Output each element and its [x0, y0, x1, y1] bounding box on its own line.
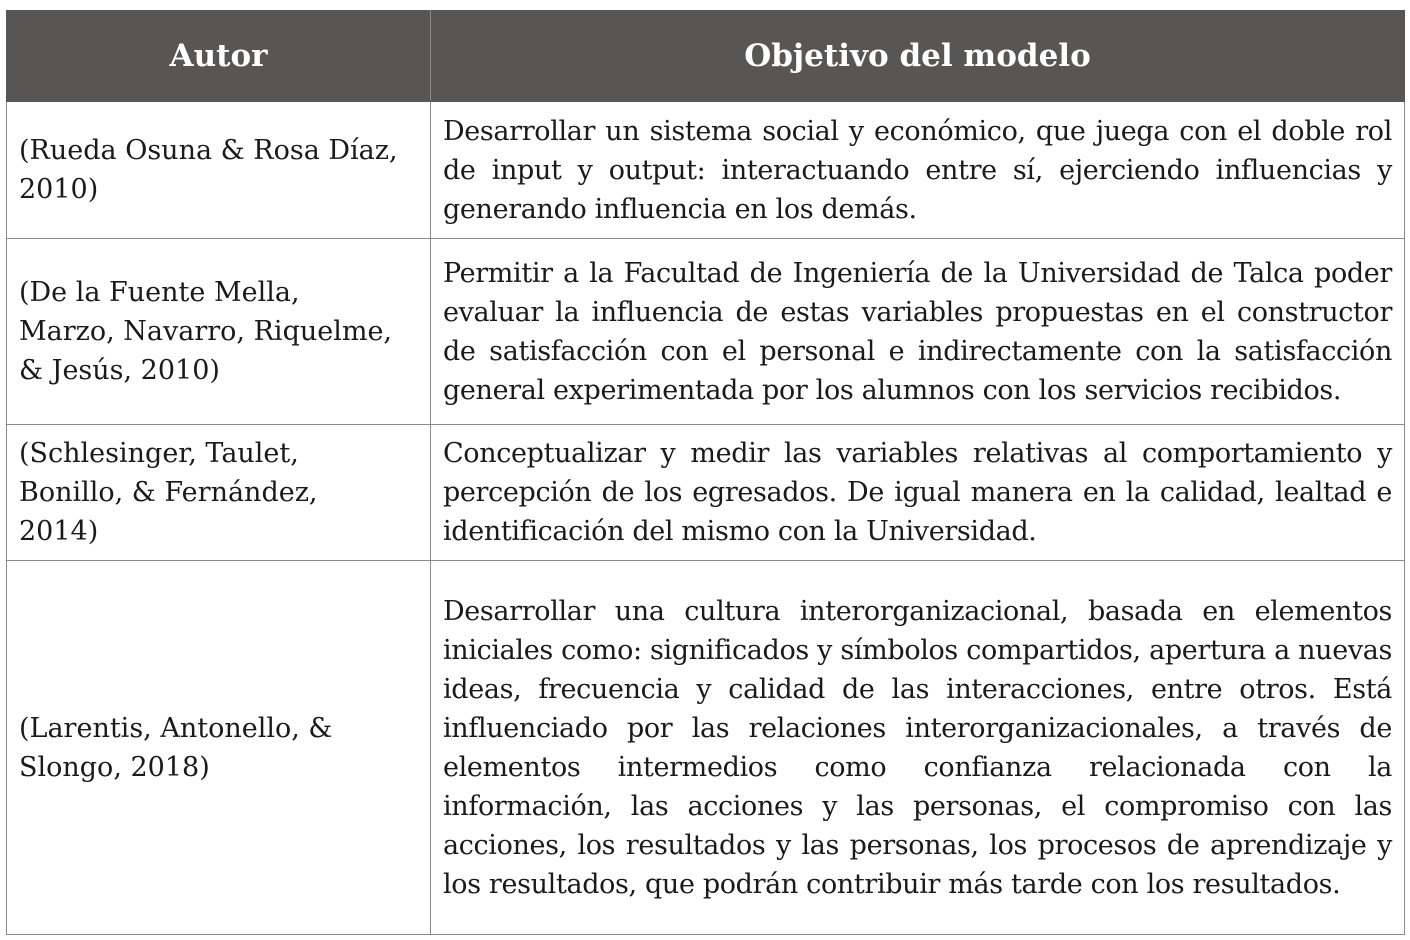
cell-autor: (Rueda Osuna & Rosa Díaz, 2010)	[7, 102, 431, 239]
table-row	[7, 425, 1405, 561]
cell-objetivo: Desarrollar un sistema social y económico, que juega con el doble rol de input y output: interactuando entre sí, ejerciendo influencias y generando influencia en los demás.	[431, 102, 1405, 239]
cell-objetivo: Conceptualizar y medir las variables relativas al comportamiento y percepción de los egresados. De igual manera en la calidad, lealtad e identificación del mismo con la Universidad.	[431, 425, 1405, 561]
header-objetivo: Objetivo del modelo	[431, 11, 1405, 102]
cell-autor: (De la Fuente Mella, Marzo, Navarro, Riquelme, & Jesús, 2010)	[7, 239, 431, 425]
cell-autor: (Larentis, Antonello, & Slongo, 2018)	[7, 561, 431, 935]
cell-objetivo: Permitir a la Facultad de Ingeniería de la Universidad de Talca poder evaluar la influencia de estas variables propuestas en el constructor de satisfacción con el personal e indirectamente con la satisfacción general experimentada por los alumnos con los servicios recibidos.	[431, 239, 1405, 425]
cell-objetivo: Desarrollar una cultura interorganizacional, basada en elementos iniciales como: significados y símbolos compartidos, apertura a nuevas ideas, frecuencia y calidad de las interacciones, entre otros. Está influenciado por las relaciones interorganizacionales, a través de elementos intermedios como confianza relacionada con la información, las acciones y las personas, el compromiso con las acciones, los resultados y las personas, los procesos de aprendizaje y los resultados, que podrán contribuir más tarde con los resultados.	[431, 561, 1405, 935]
cell-autor: (Schlesinger, Taulet, Bonillo, & Fernández, 2014)	[7, 425, 431, 561]
authors-objectives-table	[6, 10, 1405, 935]
table-row	[7, 561, 1405, 935]
table-header-row	[7, 11, 1405, 102]
header-autor: Autor	[7, 11, 431, 102]
table-row	[7, 239, 1405, 425]
table-container	[6, 10, 1404, 935]
table-row	[7, 102, 1405, 239]
